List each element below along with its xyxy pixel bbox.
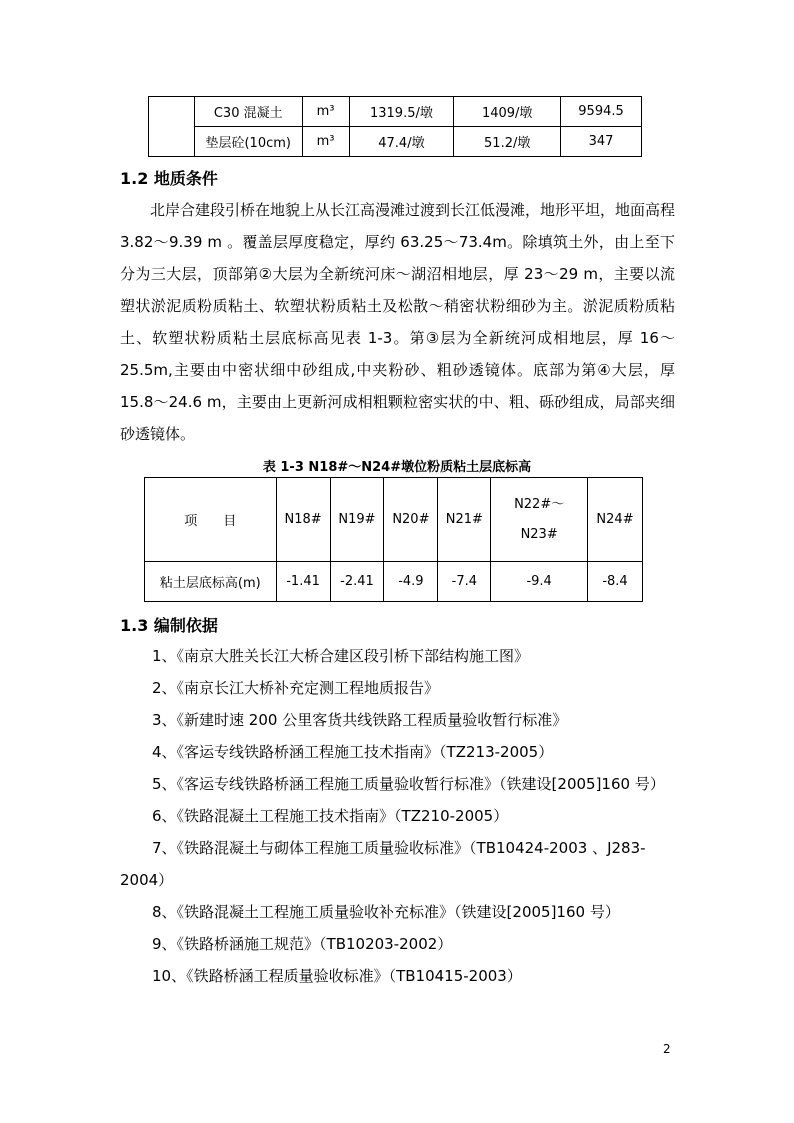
table-caption: 表 1-3 N18#～N24#墩位粉质粘土层底标高 (262, 460, 532, 475)
table-cell: 51.2/墩 (454, 127, 561, 157)
header-cell: N21# (438, 478, 491, 562)
table-cell: 347 (561, 127, 642, 157)
row-label: 粘土层底标高(m) (145, 562, 277, 602)
table-cell: 1409/墩 (454, 97, 561, 127)
table-cell: 47.4/墩 (349, 127, 454, 157)
header-cell: N20# (384, 478, 438, 562)
table-cell: m³ (302, 127, 349, 157)
table-cell: m³ (302, 97, 349, 127)
section-heading-basis: 1.3 编制依据 (120, 616, 218, 635)
header-cell: N22#～ N23# (491, 478, 588, 562)
table-cell: 垫层砼(10cm) (194, 127, 302, 157)
elevation-table (144, 477, 643, 602)
header-cell: N24# (588, 478, 643, 562)
list-item: 6、《铁路混凝土工程施工技术指南》（TZ210-2005） (152, 807, 509, 825)
table-header-row (145, 478, 643, 562)
table-row (145, 562, 643, 602)
list-item: 10、《铁路桥涵工程质量验收标准》（TB10415-2003） (152, 967, 522, 985)
paragraph-text: 北岸合建段引桥在地貌上从长江高漫滩过渡到长江低漫滩，地形平坦，地面高程 3.82～9.39 m 。覆盖层厚度稳定，厚约 63.25～73.4m。除填筑土外，由上至下分为三大层，顶部第②大层为全新统河床～湖沼相地层，厚 23～29 m，主要以流塑状淤泥质粉质粘土、软塑状粉质粘土及松散～稍密状粉细砂为主。淤泥质粉质粘土、软塑状粉质粘土层底标高见表 1-3。第③层为全新统河成相地层，厚 16～25.5m,主要由中密状细中砂组成,中夹粉砂、粗砂透镜体。底部为第④大层，厚 15.8～24.6 m，主要由上更新河成相粗颗粒密实状的中、粗、砾砂组成，局部夹细砂透镜体。 (120, 201, 676, 443)
table-cell: -4.9 (384, 562, 438, 602)
page-number: 2 (663, 1042, 671, 1056)
table-cell: C30 混凝土 (194, 97, 302, 127)
list-item: 8、《铁路混凝土工程施工质量验收补充标准》（铁建设[2005]160 号） (152, 903, 620, 921)
merged-cell (149, 97, 195, 157)
list-item: 3、《新建时速 200 公里客货共线铁路工程质量验收暂行标准》 (152, 711, 568, 729)
table-cell: -7.4 (438, 562, 491, 602)
section-heading-geology: 1.2 地质条件 (120, 169, 218, 188)
table-row (149, 97, 642, 127)
list-item: 4、《客运专线铁路桥涵工程施工技术指南》（TZ213-2005） (152, 743, 554, 761)
quantity-table (148, 96, 642, 157)
header-cell: N19# (330, 478, 384, 562)
list-item: 2、《南京长江大桥补充定测工程地质报告》 (152, 679, 440, 697)
table-cell: -1.41 (276, 562, 330, 602)
geology-paragraph (120, 194, 675, 450)
list-item: 7、《铁路混凝土与砌体工程施工质量验收标准》（TB10424-2003 、J283-2004） (120, 839, 646, 889)
table-cell: -8.4 (588, 562, 643, 602)
header-cell: 项 目 (145, 478, 277, 562)
table-cell: 1319.5/墩 (349, 97, 454, 127)
table-cell: -9.4 (491, 562, 588, 602)
table-row (149, 127, 642, 157)
reference-list (120, 640, 680, 992)
table-cell: 9594.5 (561, 97, 642, 127)
list-item: 1、《南京大胜关长江大桥合建区段引桥下部结构施工图》 (152, 647, 530, 665)
list-item: 5、《客运专线铁路桥涵工程施工质量验收暂行标准》（铁建设[2005]160 号） (152, 775, 665, 793)
list-item: 9、《铁路桥涵施工规范》（TB10203-2002） (152, 935, 453, 953)
header-cell: N18# (276, 478, 330, 562)
table-cell: -2.41 (330, 562, 384, 602)
